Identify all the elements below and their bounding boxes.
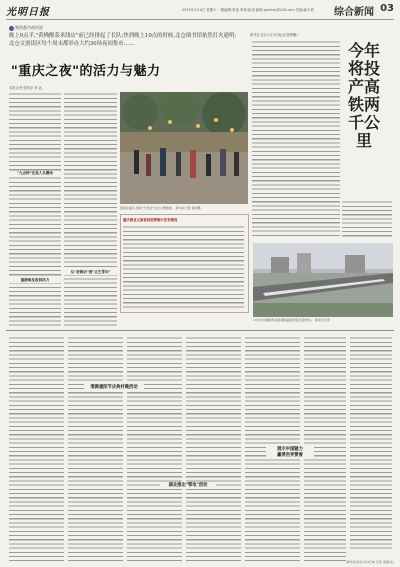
body-text-col2 xyxy=(64,92,117,329)
section-divider xyxy=(6,330,394,331)
bottom-headline: 展示中国魅力 赢得世界赞誉 xyxy=(266,446,314,458)
kicker-text: 聚焦都市夜经济 xyxy=(15,25,43,30)
lead-deck: 晚上9点半,"黄桷醒菜米线店"前已经排起了长队;快到晚上10点的时候,北仓图书馆依然灯火通明;北仓文创街区每个周末都举办大约30场夜间集市…… xyxy=(9,33,237,47)
bottom-col4 xyxy=(186,336,241,561)
right-text-col1 xyxy=(252,40,340,238)
street-photo xyxy=(120,92,248,204)
bottom-col3 xyxy=(127,336,182,561)
info-box-text xyxy=(123,225,244,309)
page-header xyxy=(6,3,394,20)
bottom-col7 xyxy=(350,336,392,551)
info-box xyxy=(120,214,249,313)
bottom-col2 xyxy=(68,336,123,561)
subheading: 重新焕发夜间活力 xyxy=(9,278,61,283)
railway-photo xyxy=(253,243,393,317)
right-title: 今年将投产高铁两千公里 xyxy=(347,41,380,150)
bottom-headline: 渭源重阳节庆典村晚活动 xyxy=(84,384,144,390)
subheading: 从"老街坊"到"文艺青年" xyxy=(64,270,117,275)
masthead-logo: 光明日报 xyxy=(6,7,50,18)
lead-title: "重庆之夜"的活力与魅力 xyxy=(11,64,161,79)
subheading: "九点钟"还是人头攒动 xyxy=(9,171,61,176)
kicker xyxy=(9,25,43,31)
bottom-col1 xyxy=(9,336,64,561)
info-box-title: 重庆商业文旅夜间消费集中发布情况 xyxy=(123,218,178,222)
body-text-col1 xyxy=(9,92,61,329)
right-text-col2 xyxy=(342,200,392,238)
footer-note: (新华社北京1月3日电 记者 刘潇/文) xyxy=(345,560,394,564)
bottom-headline: 湖北推出"鄂电"活动 xyxy=(160,482,216,488)
page-number: 03 xyxy=(380,3,394,14)
section-name: 综合新闻 xyxy=(334,7,374,18)
photo-caption: 游客在重庆,体验"大老远"文化主题旅游。 新华社记者 黄伟摄 xyxy=(120,206,201,210)
byline: 本报记者 张国圣 李 远 xyxy=(9,86,42,90)
header-meta: 2025年1月4日 星期六 一版编辑:张弛 审校:赵翊 邮箱:gmrbzy@126.com 责编:郝小燕 xyxy=(182,8,314,12)
bullet-icon xyxy=(9,26,14,31)
railway-photo-caption: 1月3日拍摄的杭温高速铁路温州段及温州站。 新华社记者 xyxy=(253,318,330,322)
right-dateline: 新华社北京1月3日电(记者樊曦) xyxy=(250,33,298,37)
